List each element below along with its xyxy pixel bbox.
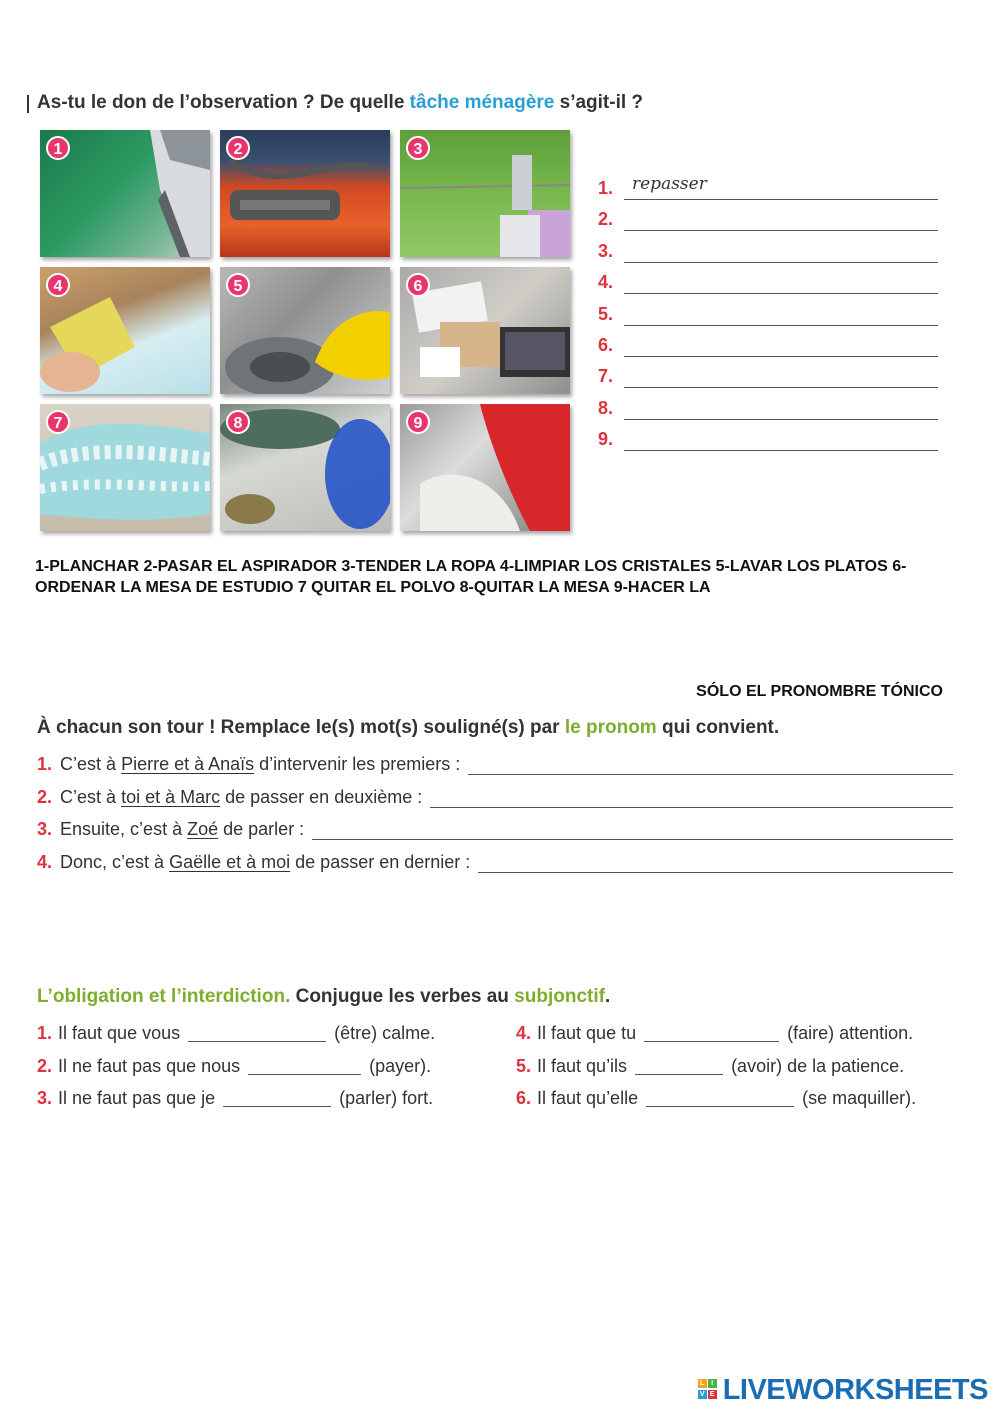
- answer-row: 9.: [598, 429, 943, 460]
- exercise-item: 1. C’est à Pierre et à Anaïs d’intervenir les premiers :: [37, 754, 953, 787]
- tile-window-cleaning: [40, 267, 210, 394]
- exercise-item: 2. C’est à toi et à Marc de passer en deuxième :: [37, 787, 953, 820]
- translation-note: 1-PLANCHAR 2-PASAR EL ASPIRADOR 3-TENDER LA ROPA 4-LIMPIAR LOS CRISTALES 5-LAVAR LOS PLATOS 6-ORDENAR LA MESA DE ESTUDIO 7 QUITAR EL POLVO 8-QUITAR LA MESA 9-HACER LA: [35, 558, 907, 596]
- answer-input-line[interactable]: [644, 1023, 779, 1042]
- tile-number: 4: [46, 273, 70, 297]
- answer-input-line[interactable]: [312, 819, 953, 840]
- answer-input-line[interactable]: [624, 199, 938, 200]
- photo-grid: [36, 128, 576, 533]
- tile-number: 2: [226, 136, 250, 160]
- answer-input-line[interactable]: [635, 1056, 723, 1075]
- tile-number: 5: [226, 273, 250, 297]
- subjunctive-left-column: [37, 1023, 435, 1121]
- tile-vacuum: [220, 130, 390, 257]
- answer-value[interactable]: repasser: [632, 174, 707, 194]
- tile-number: 7: [46, 410, 70, 434]
- answer-input-line[interactable]: [430, 787, 953, 808]
- tonic-pronoun-note: SÓLO EL PRONOMBRE TÓNICO: [696, 683, 943, 700]
- exercise-item: 3. Il ne faut pas que je (parler) fort.: [37, 1088, 434, 1108]
- exercise-item: 4. Donc, c’est à Gaëlle et à moi de passer en dernier :: [37, 852, 953, 885]
- answer-row: 5.: [598, 304, 943, 335]
- answer-input-line[interactable]: [624, 230, 938, 231]
- tile-dishwashing: [220, 267, 390, 394]
- answer-input-line[interactable]: [624, 356, 938, 357]
- logo-icon: L I V E: [698, 1376, 720, 1404]
- answer-input-line[interactable]: [624, 262, 938, 263]
- answer-row: 2.: [598, 209, 943, 240]
- answer-row: 8.: [598, 398, 943, 429]
- tile-messy-desk: [400, 267, 570, 394]
- title-marker: [27, 95, 29, 113]
- pronoun-exercise-list: [37, 754, 953, 884]
- answer-input-line[interactable]: [624, 387, 938, 388]
- exercise-item: 1. Il faut que vous (être) calme.: [37, 1023, 436, 1043]
- exercise-item: 3. Ensuite, c’est à Zoé de parler :: [37, 819, 953, 852]
- tile-number: 9: [406, 410, 430, 434]
- answer-row: 4.: [598, 272, 943, 303]
- exercise-item: 2. Il ne faut pas que nous (payer).: [37, 1055, 432, 1076]
- tile-number: 8: [226, 410, 250, 434]
- section3-title: L’obligation et l’interdiction. Conjugue les verbes au subjonctif.: [37, 986, 611, 1007]
- answer-input-line[interactable]: [468, 754, 953, 775]
- answer-row: 7.: [598, 366, 943, 397]
- answer-list: [598, 174, 943, 461]
- tile-number: 6: [406, 273, 430, 297]
- tile-iron: [40, 130, 210, 257]
- exercise-item: 6. Il faut qu’elle (se maquiller).: [516, 1088, 917, 1108]
- liveworksheets-logo: [698, 1372, 988, 1408]
- answer-input-line[interactable]: [248, 1056, 361, 1075]
- answer-input-line[interactable]: [478, 852, 953, 873]
- answer-input-line[interactable]: [223, 1088, 331, 1107]
- logo-text: LIVEWORKSHEETS: [722, 1373, 988, 1406]
- tile-number: 1: [46, 136, 70, 160]
- tile-clothes-peg: [400, 130, 570, 257]
- answer-row: 6.: [598, 335, 943, 366]
- answer-input-line[interactable]: [624, 450, 938, 451]
- section2-title: À chacun son tour ! Remplace le(s) mot(s) souligné(s) par le pronom qui convient.: [37, 717, 780, 738]
- answer-input-line[interactable]: [188, 1023, 326, 1042]
- answer-input-line[interactable]: [624, 325, 938, 326]
- section1-title: As-tu le don de l’observation ? De quelle tâche ménagère s’agit-il ?: [37, 92, 643, 114]
- exercise-item: 4. Il faut que tu (faire) attention.: [516, 1023, 914, 1043]
- answer-row: 3.: [598, 241, 943, 272]
- exercise-item: 5. Il faut qu’ils (avoir) de la patience.: [516, 1055, 905, 1076]
- answer-input-line[interactable]: [624, 419, 938, 420]
- tile-bed-laundry: [400, 404, 570, 531]
- tile-number: 3: [406, 136, 430, 160]
- subjunctive-right-column: [516, 1023, 916, 1121]
- answer-row: 1. repasser: [598, 178, 943, 209]
- answer-input-line[interactable]: [646, 1088, 794, 1107]
- tile-table-dishes: [220, 404, 390, 531]
- answer-input-line[interactable]: [624, 293, 938, 294]
- tile-duster: [40, 404, 210, 531]
